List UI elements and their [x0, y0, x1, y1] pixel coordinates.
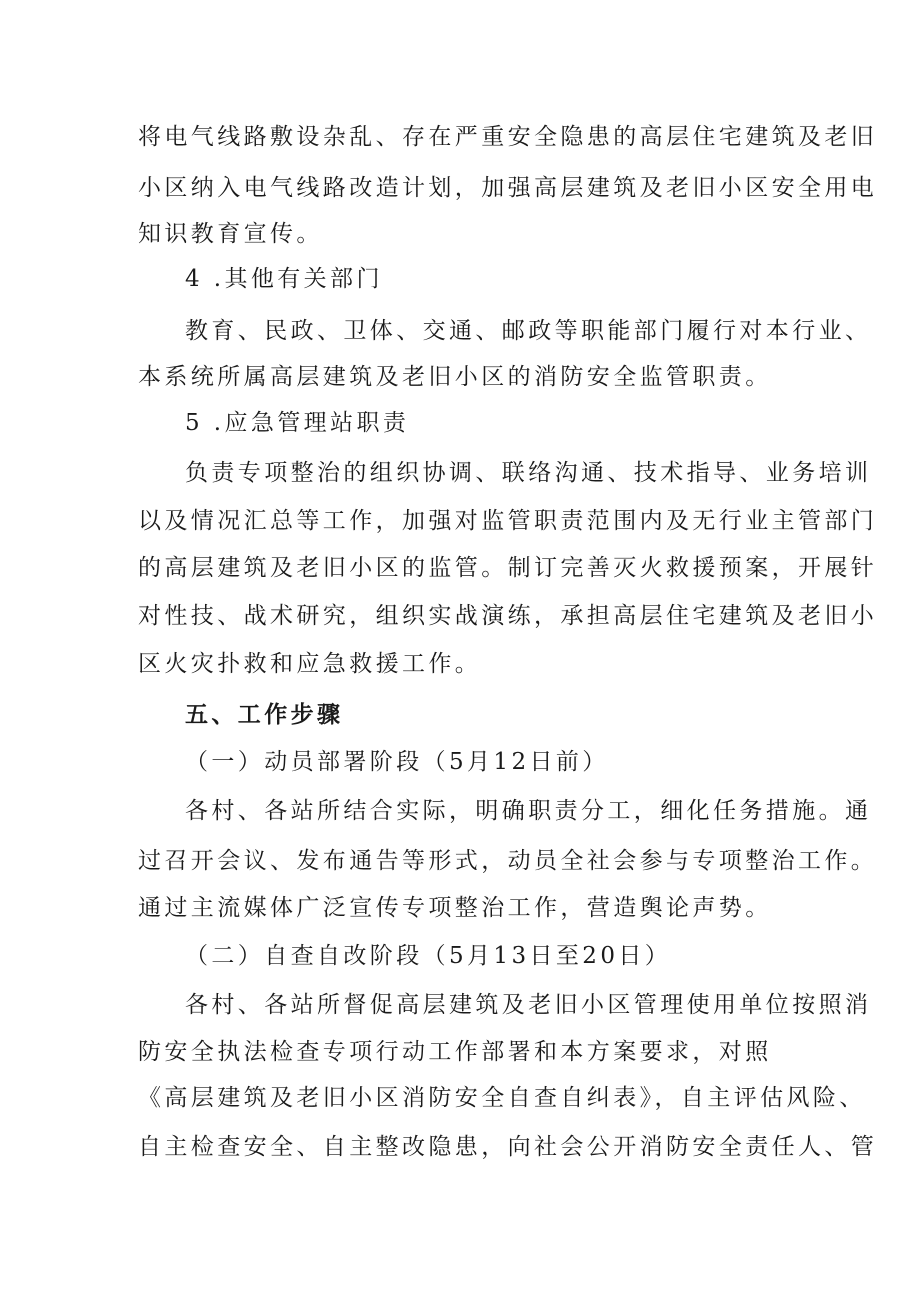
paragraph-line: 《高层建筑及老旧小区消防安全自查自纠表》，自主评估风险、	[138, 1085, 866, 1111]
paragraph-line: 通过主流媒体广泛宣传专项整治工作，营造舆论声势。	[138, 895, 772, 921]
paragraph-line: 防安全执法检查专项行动工作部署和本方案要求，对照	[138, 1039, 772, 1065]
paragraph-line: 以及情况汇总等工作，加强对监管职责范围内及无行业主管部门	[138, 508, 878, 534]
paragraph-line: 小区纳入电气线路改造计划，加强高层建筑及老旧小区安全用电	[138, 175, 878, 201]
paragraph-line: 各村、各站所督促高层建筑及老旧小区管理使用单位按照消	[185, 992, 872, 1018]
paragraph-line: 各村、各站所结合实际，明确职责分工，细化任务措施。通	[185, 798, 872, 824]
step-heading: （一）动员部署阶段（5月12日前）	[185, 749, 609, 775]
paragraph-line: 本系统所属高层建筑及老旧小区的消防安全监管职责。	[138, 364, 772, 390]
paragraph-line: 自主检查安全、自主整改隐患，向社会公开消防安全责任人、管	[138, 1134, 878, 1160]
paragraph-line: 负责专项整治的组织协调、联络沟通、技术指导、业务培训	[185, 460, 872, 486]
paragraph-line: 知识教育宣传。	[138, 221, 323, 247]
paragraph-line: 的高层建筑及老旧小区的监管。制订完善灭火救援预案，开展针	[138, 555, 878, 581]
paragraph-line: 过召开会议、发布通告等形式，动员全社会参与专项整治工作。	[138, 848, 878, 874]
paragraph-line: 对性技、战术研究，组织实战演练，承担高层住宅建筑及老旧小	[138, 603, 878, 629]
chapter-heading: 五、工作步骤	[185, 702, 344, 728]
paragraph-line: 教育、民政、卫体、交通、邮政等职能部门履行对本行业、	[185, 318, 872, 344]
paragraph-line: 将电气线路敷设杂乱、存在严重安全隐患的高层住宅建筑及老旧	[138, 124, 878, 150]
section-heading: 4 .其他有关部门	[185, 266, 383, 292]
step-heading: （二）自查自改阶段（5月13日至20日）	[185, 943, 672, 969]
paragraph-line: 区火灾扑救和应急救援工作。	[138, 651, 482, 677]
section-heading: 5 .应急管理站职责	[185, 410, 410, 436]
